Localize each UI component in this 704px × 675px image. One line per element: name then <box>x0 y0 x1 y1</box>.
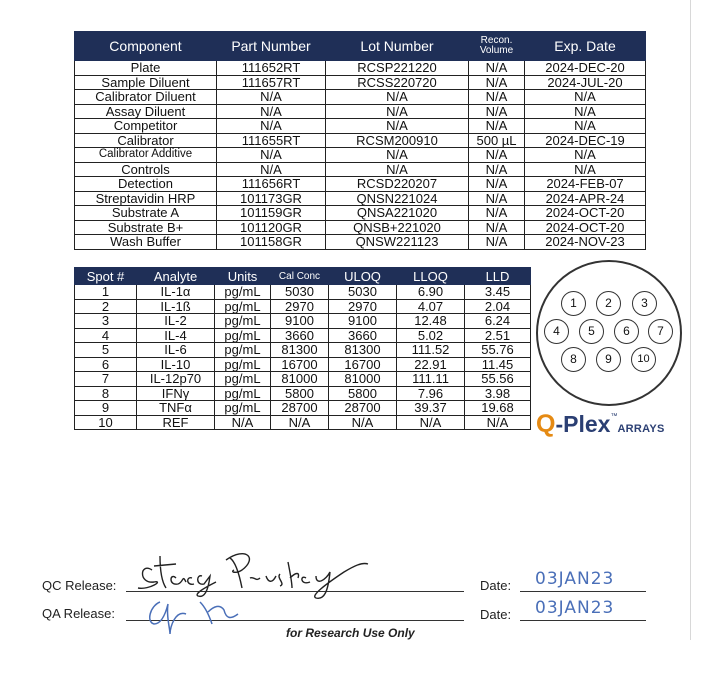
spot-row-spot: 10 <box>75 415 137 430</box>
spot-row-cal: 3660 <box>271 328 329 343</box>
component-row-part: N/A <box>217 104 326 119</box>
component-row-component: Competitor <box>75 119 217 134</box>
component-row-component: Substrate A <box>75 206 217 221</box>
component-row-part: 101158GR <box>217 235 326 250</box>
component-row-exp: 2024-DEC-19 <box>525 133 646 148</box>
spot-row-spot: 4 <box>75 328 137 343</box>
well-spot-6: 6 <box>614 319 639 344</box>
spot-row-lld: 2.51 <box>465 328 531 343</box>
spot-row-lloq: 4.07 <box>397 299 465 314</box>
qplex-logo <box>536 410 665 439</box>
spot-row-uloq: 2970 <box>329 299 397 314</box>
spot-row-cal: 5800 <box>271 386 329 401</box>
spot-row-units: pg/mL <box>215 314 271 329</box>
component-row-component: Calibrator Diluent <box>75 90 217 105</box>
component-row-part: 111657RT <box>217 75 326 90</box>
components-table <box>74 31 646 250</box>
header-exp-date: Exp. Date <box>525 32 646 61</box>
component-row-recon: N/A <box>469 90 525 105</box>
component-row-lot: QNSB+221020 <box>326 220 469 235</box>
research-use-note: for Research Use Only <box>286 626 415 640</box>
spot-row-lloq: 22.91 <box>397 357 465 372</box>
header-lloq: LLOQ <box>397 268 465 285</box>
component-row-component: Calibrator <box>75 133 217 148</box>
spot-row-spot: 7 <box>75 372 137 387</box>
header-lot-number: Lot Number <box>326 32 469 61</box>
spot-row-units: pg/mL <box>215 357 271 372</box>
spot-row <box>75 285 531 300</box>
component-row-exp: N/A <box>525 119 646 134</box>
spot-row-uloq: 3660 <box>329 328 397 343</box>
spot-row-spot: 2 <box>75 299 137 314</box>
logo-plex: -Plex <box>555 411 611 437</box>
qa-date-value: 03JAN23 <box>535 598 615 618</box>
component-row <box>75 177 646 192</box>
header-part-number: Part Number <box>217 32 326 61</box>
spot-row-analyte: IL-12p70 <box>137 372 215 387</box>
qa-date-line <box>520 620 646 621</box>
spot-row-cal: N/A <box>271 415 329 430</box>
header-uloq: ULOQ <box>329 268 397 285</box>
spot-row-lloq: 111.11 <box>397 372 465 387</box>
spot-row-lld: 19.68 <box>465 401 531 416</box>
spot-row-uloq: 81000 <box>329 372 397 387</box>
spot-row-analyte: IL-2 <box>137 314 215 329</box>
component-row-component: Controls <box>75 162 217 177</box>
header-spot: Spot # <box>75 268 137 285</box>
spot-row-uloq: 5030 <box>329 285 397 300</box>
spot-row-spot: 8 <box>75 386 137 401</box>
component-row-lot: RCSS220720 <box>326 75 469 90</box>
component-row-exp: 2024-DEC-20 <box>525 61 646 76</box>
spot-row-spot: 9 <box>75 401 137 416</box>
well-spot-10: 10 <box>631 347 656 372</box>
spot-row-cal: 81000 <box>271 372 329 387</box>
component-row-lot: N/A <box>326 119 469 134</box>
spot-row-spot: 5 <box>75 343 137 358</box>
component-row-lot: N/A <box>326 104 469 119</box>
spot-row <box>75 415 531 430</box>
logo-tm: ™ <box>610 413 618 420</box>
well-spot-4: 4 <box>544 319 569 344</box>
component-row-component: Plate <box>75 61 217 76</box>
spot-row-lloq: 12.48 <box>397 314 465 329</box>
component-row-recon: N/A <box>469 235 525 250</box>
qc-date-line <box>520 591 646 592</box>
component-row <box>75 75 646 90</box>
spot-row <box>75 343 531 358</box>
spot-row-analyte: TNFα <box>137 401 215 416</box>
spot-row-spot: 1 <box>75 285 137 300</box>
component-row-exp: 2024-APR-24 <box>525 191 646 206</box>
spot-row-uloq: 5800 <box>329 386 397 401</box>
spot-row <box>75 386 531 401</box>
component-row-component: Detection <box>75 177 217 192</box>
components-body <box>75 61 646 250</box>
well-spot-5: 5 <box>579 319 604 344</box>
component-row <box>75 191 646 206</box>
spot-row-cal: 5030 <box>271 285 329 300</box>
spot-row-units: pg/mL <box>215 299 271 314</box>
spots-body <box>75 285 531 430</box>
component-row-recon: N/A <box>469 148 525 163</box>
spot-row-lld: 3.45 <box>465 285 531 300</box>
spot-row-analyte: IFNγ <box>137 386 215 401</box>
well-spot-2: 2 <box>596 291 621 316</box>
component-row-exp: 2024-OCT-20 <box>525 220 646 235</box>
components-header-row <box>75 32 646 61</box>
component-row-lot: RCSM200910 <box>326 133 469 148</box>
component-row-component: Assay Diluent <box>75 104 217 119</box>
spot-row-cal: 16700 <box>271 357 329 372</box>
component-row-exp: 2024-NOV-23 <box>525 235 646 250</box>
spot-row-units: pg/mL <box>215 343 271 358</box>
spot-row-units: pg/mL <box>215 401 271 416</box>
spot-row-units: N/A <box>215 415 271 430</box>
component-row-part: 101159GR <box>217 206 326 221</box>
spot-row-units: pg/mL <box>215 372 271 387</box>
component-row-part: 101120GR <box>217 220 326 235</box>
component-row-recon: N/A <box>469 220 525 235</box>
spot-row-lld: 11.45 <box>465 357 531 372</box>
spot-row <box>75 372 531 387</box>
component-row-exp: 2024-JUL-20 <box>525 75 646 90</box>
component-row-lot: N/A <box>326 90 469 105</box>
spot-row-lloq: 5.02 <box>397 328 465 343</box>
spot-row-lloq: 111.52 <box>397 343 465 358</box>
component-row-recon: N/A <box>469 177 525 192</box>
component-row-lot: RCSD220207 <box>326 177 469 192</box>
component-row-component: Wash Buffer <box>75 235 217 250</box>
spot-row <box>75 299 531 314</box>
component-row-recon: 500 µL <box>469 133 525 148</box>
spot-row-units: pg/mL <box>215 386 271 401</box>
component-row-component: Calibrator Additive <box>75 148 217 163</box>
spot-row <box>75 328 531 343</box>
component-row <box>75 104 646 119</box>
header-recon-volume <box>469 32 525 61</box>
logo-q: Q <box>536 410 556 438</box>
spot-row-cal: 9100 <box>271 314 329 329</box>
header-recon-line1: Recon. <box>480 34 513 46</box>
well-spot-1: 1 <box>561 291 586 316</box>
spot-row-cal: 81300 <box>271 343 329 358</box>
spot-row-lloq: N/A <box>397 415 465 430</box>
well-spot-3: 3 <box>632 291 657 316</box>
component-row-exp: N/A <box>525 90 646 105</box>
spot-row-analyte: REF <box>137 415 215 430</box>
component-row-exp: N/A <box>525 162 646 177</box>
spots-header-row <box>75 268 531 285</box>
component-row-part: 111656RT <box>217 177 326 192</box>
component-row-recon: N/A <box>469 61 525 76</box>
component-row-recon: N/A <box>469 75 525 90</box>
spot-row-analyte: IL-1α <box>137 285 215 300</box>
spot-row <box>75 357 531 372</box>
spot-row-lloq: 7.96 <box>397 386 465 401</box>
component-row <box>75 119 646 134</box>
header-units: Units <box>215 268 271 285</box>
component-row-exp: N/A <box>525 148 646 163</box>
component-row-part: N/A <box>217 162 326 177</box>
spot-row-lloq: 6.90 <box>397 285 465 300</box>
component-row-part: 111655RT <box>217 133 326 148</box>
component-row-component: Sample Diluent <box>75 75 217 90</box>
qa-release-label: QA Release: <box>42 606 115 621</box>
spot-row <box>75 314 531 329</box>
spot-row-uloq: 81300 <box>329 343 397 358</box>
well-spot-9: 9 <box>596 347 621 372</box>
component-row-part: N/A <box>217 119 326 134</box>
component-row <box>75 148 646 163</box>
component-row-recon: N/A <box>469 119 525 134</box>
spot-row-analyte: IL-4 <box>137 328 215 343</box>
qc-release-label: QC Release: <box>42 578 117 593</box>
spot-row-uloq: N/A <box>329 415 397 430</box>
spot-row-cal: 28700 <box>271 401 329 416</box>
spot-row-cal: 2970 <box>271 299 329 314</box>
component-row-lot: N/A <box>326 162 469 177</box>
component-row-lot: QNSA221020 <box>326 206 469 221</box>
spot-row-lld: 6.24 <box>465 314 531 329</box>
component-row-lot: RCSP221220 <box>326 61 469 76</box>
component-row-part: 101173GR <box>217 191 326 206</box>
header-component: Component <box>75 32 217 61</box>
component-row-part: N/A <box>217 148 326 163</box>
qa-signature <box>140 588 280 638</box>
spot-row-lld: 3.98 <box>465 386 531 401</box>
component-row <box>75 133 646 148</box>
spot-row-units: pg/mL <box>215 328 271 343</box>
qa-date-label: Date: <box>480 607 512 622</box>
component-row-part: N/A <box>217 90 326 105</box>
spot-row-lld: 55.76 <box>465 343 531 358</box>
spot-row-analyte: IL-6 <box>137 343 215 358</box>
component-row-recon: N/A <box>469 162 525 177</box>
logo-arrays: ARRAYS <box>617 423 665 435</box>
spot-row-lloq: 39.37 <box>397 401 465 416</box>
well-spot-8: 8 <box>561 347 586 372</box>
component-row <box>75 61 646 76</box>
component-row <box>75 235 646 250</box>
spot-row-analyte: IL-10 <box>137 357 215 372</box>
header-lld: LLD <box>465 268 531 285</box>
component-row-exp: 2024-OCT-20 <box>525 206 646 221</box>
component-row-exp: N/A <box>525 104 646 119</box>
qc-date-value: 03JAN23 <box>535 569 615 589</box>
component-row-component: Streptavidin HRP <box>75 191 217 206</box>
spot-row-lld: 2.04 <box>465 299 531 314</box>
component-row-lot: N/A <box>326 148 469 163</box>
spot-row-spot: 6 <box>75 357 137 372</box>
spot-row-uloq: 16700 <box>329 357 397 372</box>
spot-row-lld: 55.56 <box>465 372 531 387</box>
component-row <box>75 220 646 235</box>
spot-row <box>75 401 531 416</box>
component-row-exp: 2024-FEB-07 <box>525 177 646 192</box>
page-edge <box>690 0 691 640</box>
component-row-lot: QNSN221024 <box>326 191 469 206</box>
component-row-recon: N/A <box>469 191 525 206</box>
spot-row-spot: 3 <box>75 314 137 329</box>
spot-row-uloq: 28700 <box>329 401 397 416</box>
component-row-component: Substrate B+ <box>75 220 217 235</box>
header-analyte: Analyte <box>137 268 215 285</box>
well-spot-7: 7 <box>648 319 673 344</box>
header-cal-conc: Cal Conc <box>271 268 329 285</box>
well-diagram <box>536 260 682 406</box>
spot-row-analyte: IL-1ß <box>137 299 215 314</box>
spot-row-uloq: 9100 <box>329 314 397 329</box>
qc-date-label: Date: <box>480 578 512 593</box>
component-row-recon: N/A <box>469 206 525 221</box>
component-row <box>75 90 646 105</box>
component-row <box>75 162 646 177</box>
component-row <box>75 206 646 221</box>
component-row-recon: N/A <box>469 104 525 119</box>
header-recon-line2: Volume <box>479 45 514 56</box>
spot-row-lld: N/A <box>465 415 531 430</box>
component-row-part: 111652RT <box>217 61 326 76</box>
spots-table <box>74 267 531 430</box>
component-row-lot: QNSW221123 <box>326 235 469 250</box>
spot-row-units: pg/mL <box>215 285 271 300</box>
